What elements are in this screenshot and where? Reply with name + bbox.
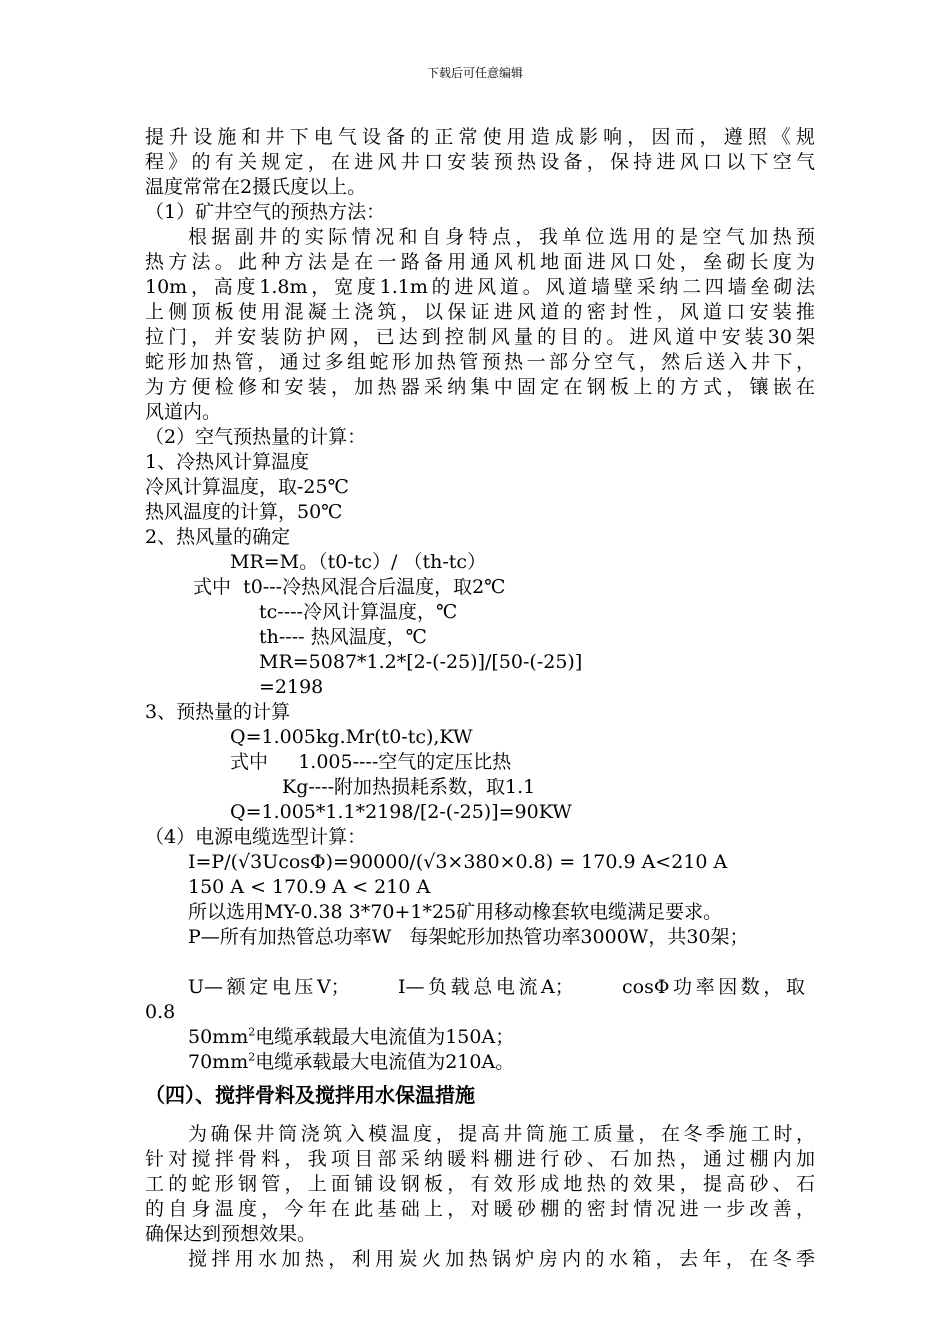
page-header: 下载后可任意编辑	[426, 66, 523, 80]
formula-line: th---- 热风温度，℃	[259, 626, 427, 648]
text-line: 针对搅拌骨料，我项目部采纳暖料棚进行砂、石加热，通过棚内加	[145, 1148, 815, 1170]
text-line: 拉门，并安装防护网，已达到控制风量的目的。进风道中安装30架	[145, 326, 815, 348]
text-line: 1、冷热风计算温度	[145, 451, 310, 473]
text-line: 温度常常在2摄氏度以上。	[145, 176, 367, 198]
text-line: 上侧顶板使用混凝土浇筑，以保证进风道的密封性，风道口安装推	[145, 301, 815, 323]
text-line: 搅拌用水加热，利用炭火加热锅炉房内的水箱，去年，在冬季	[188, 1248, 815, 1270]
text-line: 2、热风量的确定	[145, 526, 291, 548]
formula-line: I=P/(√3UcosΦ)=90000/(√3×380×0.8) = 170.9 A<210 A	[188, 851, 728, 873]
text-line: 为确保井筒浇筑入模温度，提高井筒施工质量，在冬季施工时，	[188, 1123, 815, 1145]
text-line: 工的蛇形钢管，上面铺设钢板，有效形成地热的效果，提高砂、石	[145, 1173, 815, 1195]
formula-line: Q=1.005*1.1*2198/[2-(-25)]=90KW	[230, 801, 572, 823]
formula-line: tc----冷风计算温度，℃	[259, 601, 458, 623]
formula-line: 式中 t0---冷热风混合后温度，取2℃	[193, 576, 506, 598]
text-line: 程》的有关规定，在进风井口安装预热设备，保持进风口以下空气	[145, 151, 815, 173]
formula-line: MR=M。（t0-tc）/ （th-tc）	[230, 551, 487, 573]
text-line: 10m，高度1.8m，宽度1.1m的进风道。风道墙壁采纳二四墙垒砌法	[145, 276, 815, 298]
text-line: 冷风计算温度，取-25℃	[145, 476, 349, 498]
section-title: （4）电源电缆选型计算：	[145, 826, 367, 848]
formula-line: 150 A < 170.9 A < 210 A	[188, 876, 431, 898]
text-line: 所以选用MY-0.38 3*70+1*25矿用移动橡套软电缆满足要求。	[188, 901, 723, 923]
text-line: 热方法。此种方法是在一路备用通风机地面进风口处，垒砌长度为	[145, 251, 815, 273]
section-title: （1）矿井空气的预热方法：	[145, 201, 386, 223]
cable-line: $50mm^2$电缆承载最大电流值为150A；	[188, 1025, 515, 1048]
text-line: 为方便检修和安装，加热器采纳集中固定在钢板上的方式，镶嵌在	[145, 376, 815, 398]
text-line: 确保达到预想效果。	[145, 1223, 317, 1245]
formula-line: 式中 1.005----空气的定压比热	[230, 751, 512, 773]
text-line: P—所有加热管总功率W 每架蛇形加热管功率3000W，共30架；	[188, 926, 749, 948]
text-line: 风道内。	[145, 401, 222, 423]
text-line: 0.8	[145, 1001, 176, 1023]
formula-line: =2198	[259, 676, 324, 698]
section-title: （2）空气预热量的计算：	[145, 426, 367, 448]
text-line: 提升设施和井下电气设备的正常使用造成影响，因而，遵照《规	[145, 126, 815, 148]
text-line: U—额定电压V； I—负载总电流A； cosΦ功率因数，取	[188, 976, 805, 998]
text-line: 蛇形加热管，通过多组蛇形加热管预热一部分空气，然后送入井下，	[145, 351, 815, 373]
text-line: 3、预热量的计算	[145, 701, 291, 723]
formula-line: Kg----附加热损耗系数，取1.1	[282, 776, 536, 798]
formula-line: Q=1.005kg.Mr(t0-tc),KW	[230, 726, 473, 748]
text-line: 根据副井的实际情况和自身特点，我单位选用的是空气加热预	[188, 226, 815, 248]
cable-line: $70mm^2$电缆承载最大电流值为210A。	[188, 1050, 515, 1073]
formula-line: MR=5087*1.2*[2-(-25)]/[50-(-25)]	[259, 651, 583, 673]
section-heading: （四）、搅拌骨料及搅拌用水保温措施	[145, 1083, 475, 1107]
text-line: 的自身温度，今年在此基础上，对暖砂棚的密封情况进一步改善，	[145, 1198, 815, 1220]
text-line: 热风温度的计算，50℃	[145, 501, 343, 523]
